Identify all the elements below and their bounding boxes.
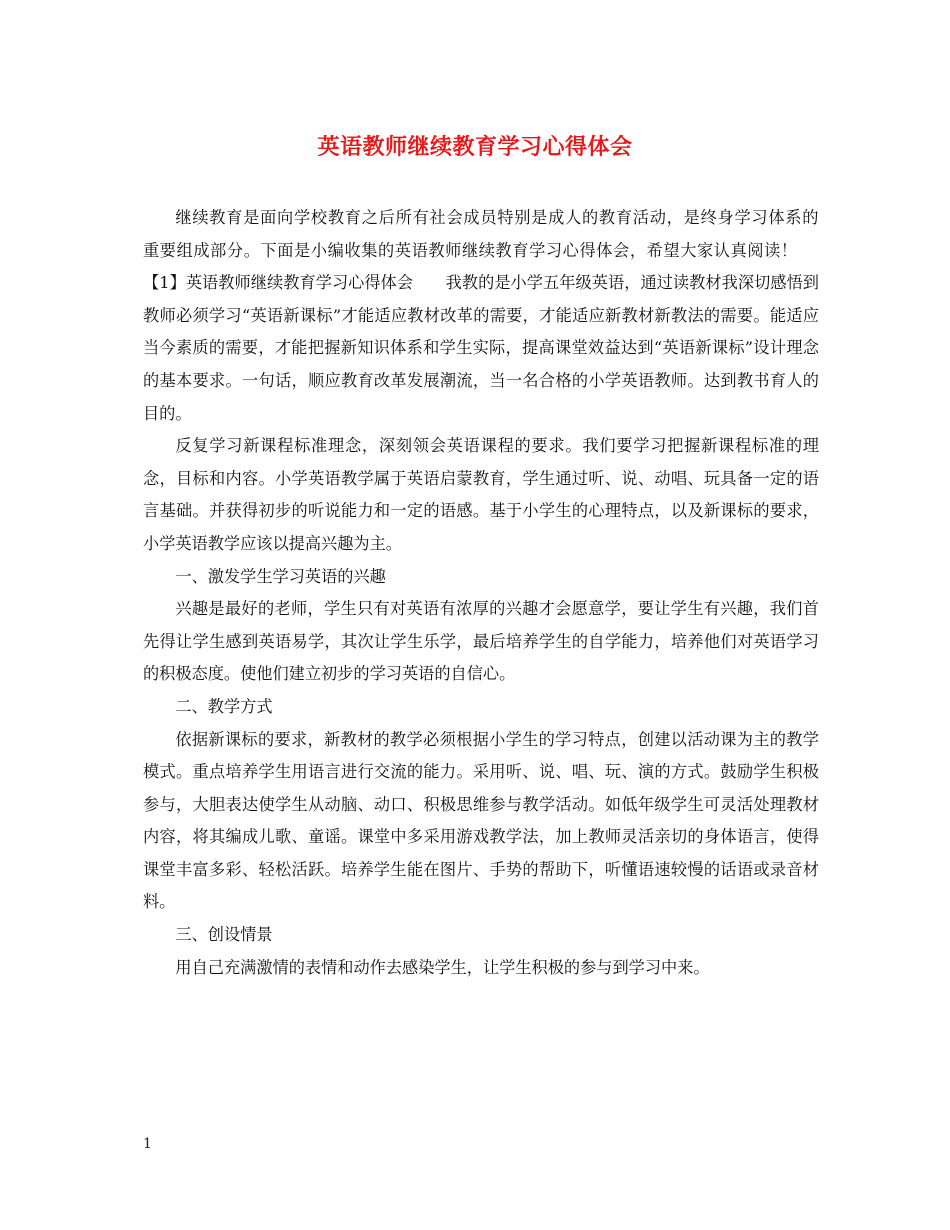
heading-interest: 一、激发学生学习英语的兴趣: [175, 566, 386, 586]
heading-scenario: 三、创设情景: [175, 925, 273, 945]
paragraph-curriculum: 反复学习新课程标准理念，深刻领会英语课程的要求。我们要学习把握新课程标准的理念，目标和内容。小学英语教学属于英语启蒙教育，学生通过听、说、动唱、玩具备一定的语言基础。并获得初步的听说能力和一定的语感。基于小学生的心理特点，以及新课标的要求，小学英语教学应该以提高兴趣为主。: [143, 436, 819, 553]
page-number: 1: [143, 1136, 152, 1152]
paragraph-teaching-method: 依据新课标的要求，新教材的教学必须根据小学生的学习特点，创建以活动课为主的教学模式。重点培养学生用语言进行交流的能力。采用听、说、唱、玩、演的方式。鼓励学生积极参与，大胆表达使学生从动脑、动口、积极思维参与教学活动。如低年级学生可灵活处理教材内容，将其编成儿歌、童谣。课堂中多采用游戏教学法，加上教师灵活亲切的身体语言，使得课堂丰富多彩、轻松活跃。培养学生能在图片、手势的帮助下，听懂语速较慢的话语或录音材料。: [143, 729, 819, 912]
paragraph-intro: 继续教育是面向学校教育之后所有社会成员特别是成人的教育活动，是终身学习体系的重要组成部分。下面是小编收集的英语教师继续教育学习心得体会，希望大家认真阅读！: [143, 208, 819, 260]
paragraph-interest: 兴趣是最好的老师，学生只有对英语有浓厚的兴趣才会愿意学，要让学生有兴趣，我们首先得让学生感到英语易学，其次让学生乐学，最后培养学生的自学能力，培养他们对英语学习的积极态度。使他们建立初步的学习英语的自信心。: [143, 599, 819, 684]
heading-teaching-method: 二、教学方式: [175, 696, 273, 716]
paragraph-scenario: 用自己充满激情的表情和动作去感染学生，让学生积极的参与到学习中来。: [175, 957, 710, 977]
paragraph-section-1-intro: 【1】英语教师继续教育学习心得体会 我教的是小学五年级英语，通过读教材我深切感悟到教师必须学习“英语新课标”才能适应教材改革的需要，才能适应新教材新教法的需要。能适应当今素质的需要，才能把握新知识体系和学生实际，提高课堂效益达到“英语新课标”设计理念的基本要求。一句话，顺应教育改革发展潮流，当一名合格的小学英语教师。达到教书育人的目的。: [143, 273, 819, 423]
document-title: 英语教师继续教育学习心得体会: [317, 134, 633, 160]
document-body: [143, 202, 819, 984]
